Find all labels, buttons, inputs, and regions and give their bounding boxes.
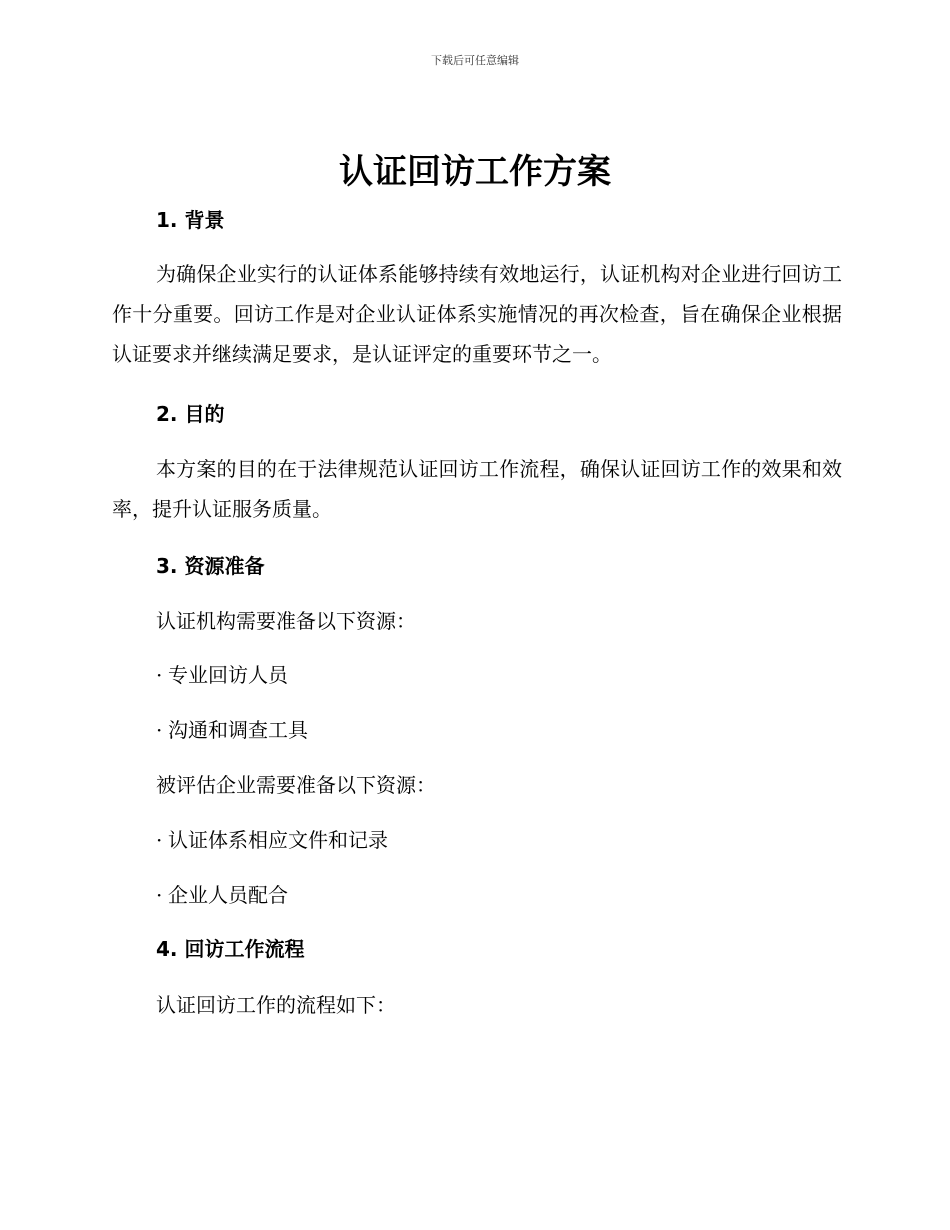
section-heading-background: 1. 背景 <box>156 208 225 232</box>
list-item <box>156 826 388 854</box>
bullet-icon: · <box>156 828 163 852</box>
list-item <box>156 661 288 689</box>
document-title: 认证回访工作方案 <box>339 152 611 192</box>
bullet-icon: · <box>156 718 163 742</box>
bullet-icon: · <box>156 663 163 687</box>
list-item <box>156 716 308 744</box>
list-item <box>156 881 288 909</box>
list-item-label: 认证体系相应文件和记录 <box>168 828 388 852</box>
resources-intro-agency: 认证机构需要准备以下资源： <box>156 609 416 633</box>
section-heading-resources: 3. 资源准备 <box>156 554 265 578</box>
section-paragraph-background: 为确保企业实行的认证体系能够持续有效地运行，认证机构对企业进行回访工作十分重要。回访工作是对企业认证体系实施情况的再次检查，旨在确保企业根据认证要求并继续满足要求，是认证评定的重要环节之一。 <box>112 262 842 366</box>
list-item-label: 专业回访人员 <box>168 663 288 687</box>
section-paragraph-purpose: 本方案的目的在于法律规范认证回访工作流程，确保认证回访工作的效果和效率，提升认证服务质量。 <box>112 457 842 521</box>
section-heading-process: 4. 回访工作流程 <box>156 937 305 961</box>
list-item-label: 企业人员配合 <box>168 883 288 907</box>
process-intro: 认证回访工作的流程如下： <box>156 993 396 1017</box>
bullet-icon: · <box>156 883 163 907</box>
list-item-label: 沟通和调查工具 <box>168 718 308 742</box>
page-header: 下载后可任意编辑 <box>431 54 519 67</box>
resources-intro-company: 被评估企业需要准备以下资源： <box>156 773 436 797</box>
section-heading-purpose: 2. 目的 <box>156 402 225 426</box>
